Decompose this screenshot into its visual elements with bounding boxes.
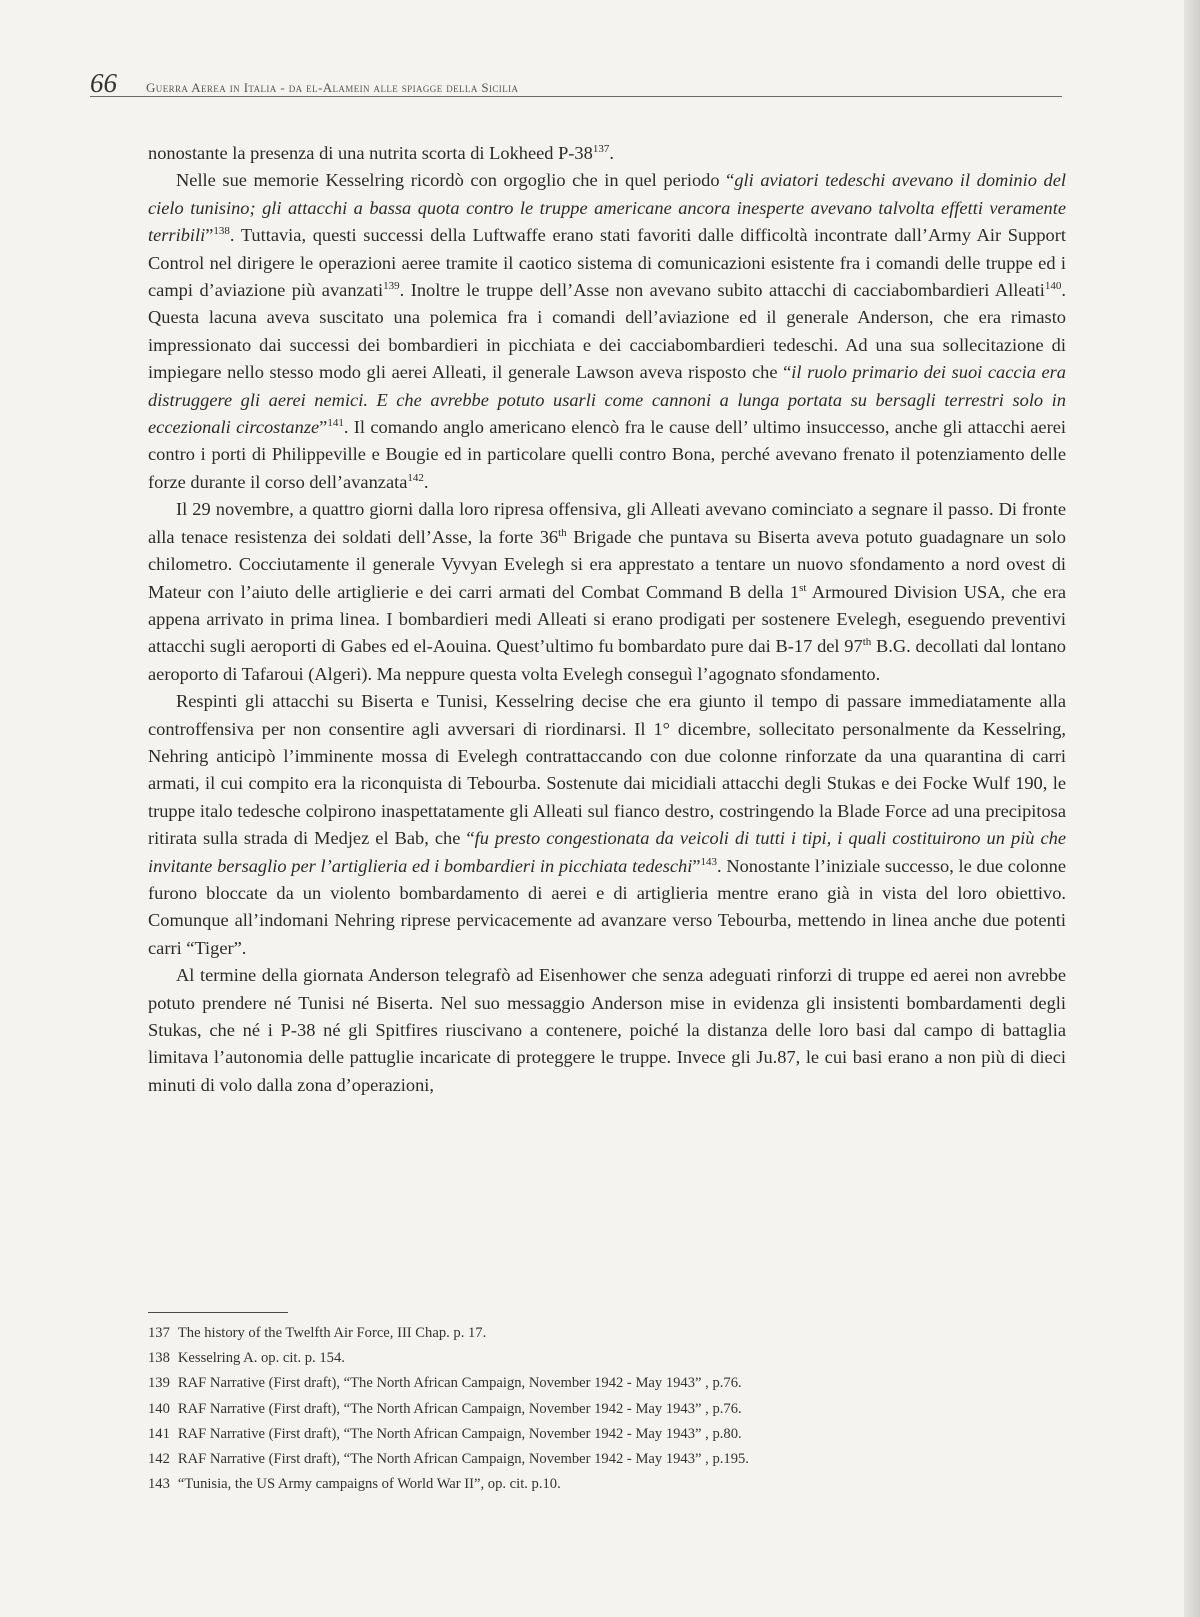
page-edge-shadow — [1184, 0, 1200, 1617]
paragraph-5 — [148, 962, 1066, 1099]
footnote-ref-142: 142 — [407, 471, 424, 484]
footnote-ref-139: 139 — [383, 280, 400, 293]
paragraph-4 — [148, 688, 1066, 962]
footnote-139 — [148, 1371, 1048, 1396]
footnote-text: “Tunisia, the US Army campaigns of World War II”, op. cit. p.10. — [177, 1476, 561, 1493]
footnote-number: 141 — [148, 1425, 170, 1442]
quote-italic: fu presto congestionata da veicoli di tutti i tipi, i quali costituirono un più che invitante bersaglio per l’artiglieria ed i bombardieri in picchiata tedeschi — [148, 828, 1066, 876]
running-title: Guerra Aerea in Italia - da el-Alamein alle spiagge della Sicilia — [146, 80, 519, 95]
footnote-number: 137 — [148, 1325, 170, 1341]
text-run: . — [423, 471, 429, 492]
footnote-ref-138: 138 — [213, 225, 230, 238]
ordinal-suffix: th — [862, 636, 872, 649]
text-run: . — [609, 143, 614, 163]
text-run: . Tuttavia, questi successi della Luftwaffe erano stati favoriti dalle difficoltà incontrate dall’Army Air Support Control nel dirigere le operazioni aeree tramite il caotico sistema di comunicazioni esistente fra i comandi delle truppe ed i campi d’aviazione più avanzati — [148, 225, 1066, 301]
text-run: Respinti gli attacchi su Biserta e Tunisi, Kesselring decise che era giunto il tempo di passare immediatamente alla controffensiva per non consentire agli avversari di riordinarsi. Il 1° dicembre, sollecitato personalmente da Kesselring, Nehring anticipò l’imminente mossa di Evelegh contrattaccando con due colonne rinforzate da una quarantina di carri armati, il cui compito era la riconquista di Tebourba. Sostenute dai micidiali attacchi degli Stukas e dei Focke Wulf 190, le truppe italo tedesche colpirono inaspettatamente gli Alleati sul fianco destro, costringendo la Blade Force ad una precipitosa ritirata sulla strada di Medjez el Bab, che “ — [148, 691, 1066, 849]
text-run: Nelle sue memorie Kesselring ricordò con orgoglio che in quel periodo “ — [176, 170, 735, 191]
paragraph-2 — [148, 167, 1066, 496]
text-run: ” — [692, 855, 701, 876]
text-run: Al termine della giornata Anderson telegrafò ad Eisenhower che senza adeguati rinforzi di truppe ed aerei non avrebbe potuto prendere né Tunisi né Biserta. Nel suo messaggio Anderson mise in evidenza gli insistenti bombardamenti degli Stukas, che né i P-38 né gli Spitfires riuscivano a contenere, poiché la distanza delle loro basi dal campo di battaglia limitava l’autonomia delle pattuglie incaricate di proteggere le truppe. Invece gli Ju.87, le cui basi erano a non più di dieci minuti di volo dalla zona d’operazioni, — [148, 965, 1066, 1095]
paragraph-3 — [148, 496, 1066, 688]
ordinal-suffix: th — [558, 526, 567, 539]
text-run: Il 29 novembre, a quattro giorni dalla loro ripresa offensiva, gli Alleati avevano cominciato a segnare il passo. Di fronte alla tenace resistenza dei soldati dell’Asse, la forte 36 — [148, 499, 1066, 547]
footnote-text: RAF Narrative (First draft), “The North African Campaign, November 1942 - May 1943” , p.76. — [177, 1400, 742, 1417]
footnote-text: RAF Narrative (First draft), “The North African Campaign, November 1942 - May 1943” , p.80. — [177, 1425, 742, 1442]
footnote-text: RAF Narrative (First draft), “The North African Campaign, November 1942 - May 1943” , p.195. — [177, 1451, 749, 1468]
text-run: . Nonostante l’iniziale successo, le due colonne furono bloccate da un violento bombardamento di aerei e di artiglieria mentre erano già in vista del loro obiettivo. Comunque all’indomani Nehring riprese pervicacemente ad avanzare verso Tebourba, mettendo in linea anche due potenti carri “Tiger”. — [148, 855, 1067, 958]
paragraph-1 — [148, 140, 1066, 167]
footnote-text: RAF Narrative (First draft), “The North African Campaign, November 1942 - May 1943” , p.76. — [177, 1375, 742, 1392]
text-run: Armoured Division USA, che era appena arrivato in prima linea. I bombardieri medi Alleati si erano prodigati per sostenere Evelegh, eseguendo preventivi attacchi sugli aeroporti di Gabes ed el-Aouina. Quest’ultimo fu bombardato pure dai B-17 del 97 — [148, 581, 1066, 657]
footnote-ref-137: 137 — [592, 143, 610, 155]
footnote-143 — [148, 1472, 1048, 1497]
text-run: B.G. decollati dal lontano aeroporto di Tafaroui (Algeri). Ma neppure questa volta Evelegh conseguì l’agognato sfondamento. — [148, 636, 1066, 684]
text-run: nonostante la presenza di una nutrita scorta di Lokheed P-38 — [148, 143, 593, 163]
footnote-number: 143 — [148, 1476, 170, 1493]
text-run: . Il comando anglo americano elencò fra le cause dell’ ultimo insuccesso, anche gli attacchi aerei contro i porti di Philippeville e Bougie ed in particolare quelli contro Bona, perché avevano frenato il potenziamento delle forze durante il corso dell’avanzata — [148, 417, 1066, 492]
footnote-number: 139 — [148, 1375, 170, 1392]
footnote-141 — [148, 1422, 1048, 1447]
body-text — [148, 140, 1066, 1099]
footnote-text: The history of the Twelfth Air Force, III Chap. p. 17. — [177, 1325, 487, 1341]
footnote-text: Kesselring A. op. cit. p. 154. — [177, 1350, 345, 1367]
text-run: . Inoltre le truppe dell’Asse non avevano subito attacchi di cacciabombardieri Alleati — [399, 280, 1045, 301]
footnote-ref-141: 141 — [327, 417, 344, 430]
footnote-ref-140: 140 — [1044, 280, 1062, 293]
footnote-138 — [148, 1346, 1048, 1371]
footnote-ref-143: 143 — [700, 855, 718, 868]
text-run: ” — [319, 417, 328, 438]
text-run: . Questa lacuna aveva suscitato una polemica fra i comandi dell’aviazione ed il generale Anderson, che era rimasto impressionato dai successi dei bombardieri in picchiata e dei cacciabombardieri tedeschi. Ad una sua sollecitazione di impiegare nello stesso modo gli aerei Alleati, il generale Lawson aveva risposto che “ — [148, 280, 1066, 383]
footnote-number: 138 — [148, 1350, 170, 1367]
footnote-140 — [148, 1397, 1048, 1422]
footnote-137 — [148, 1321, 1048, 1346]
page-header — [90, 70, 1062, 97]
footnote-number: 140 — [148, 1400, 170, 1417]
quote-italic: gli aviatori tedeschi avevano il dominio del cielo tunisino; gli attacchi a bassa quota contro le truppe americane ancora inesperte avevano talvolta effetti veramente terribili — [148, 170, 1066, 246]
quote-italic: il ruolo primario dei suoi caccia era distruggere gli aerei nemici. E che avrebbe potuto usarli come cannoni a lunga portata su bersagli terrestri solo in eccezionali circostanze — [148, 362, 1067, 438]
footnotes — [148, 1321, 1048, 1497]
ordinal-suffix: st — [799, 581, 807, 594]
text-run: ” — [205, 225, 214, 246]
text-run: Brigade che puntava su Biserta aveva potuto guadagnare un solo chilometro. Cocciutamente il generale Vyvyan Evelegh si era apprestato a tentare un nuovo sfondamento a nord ovest di Mateur con l’aiuto delle artiglierie e dei carri armati del Combat Command B della 1 — [148, 526, 1066, 602]
footnote-separator — [148, 1312, 288, 1313]
page-number: 66 — [90, 68, 117, 98]
footnote-142 — [148, 1447, 1048, 1472]
footnote-number: 142 — [148, 1451, 170, 1468]
